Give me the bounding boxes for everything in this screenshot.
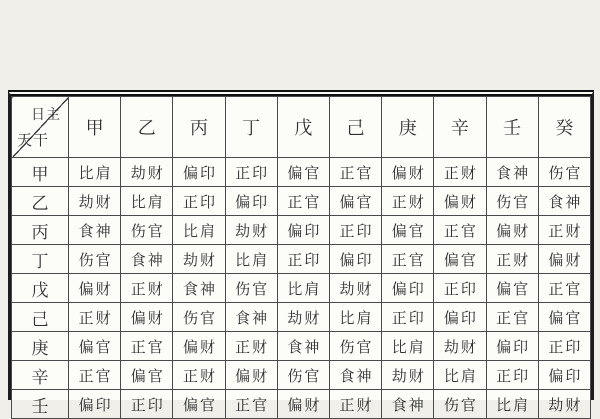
ten-god-cell: 正官 <box>329 158 381 187</box>
stem-cell: 乙 <box>12 187 69 216</box>
ten-god-cell: 偏官 <box>277 158 329 187</box>
ten-god-cell: 偏财 <box>277 390 329 419</box>
ten-god-cell: 正官 <box>277 187 329 216</box>
ten-god-cell: 比肩 <box>69 158 121 187</box>
ten-god-cell: 偏印 <box>69 390 121 419</box>
ten-god-cell: 偏财 <box>486 216 538 245</box>
stem-cell: 丙 <box>12 216 69 245</box>
ten-god-cell: 食神 <box>277 332 329 361</box>
ten-god-cell: 正财 <box>538 216 590 245</box>
ten-god-cell: 伤官 <box>538 158 590 187</box>
ten-god-cell: 劫财 <box>173 245 225 274</box>
stem-cell: 丁 <box>12 245 69 274</box>
ten-god-cell: 食神 <box>173 274 225 303</box>
ten-god-cell: 偏印 <box>225 187 277 216</box>
ten-god-cell: 偏印 <box>382 274 434 303</box>
ten-god-cell: 正官 <box>434 216 486 245</box>
ten-god-cell: 劫财 <box>121 158 173 187</box>
ten-god-cell: 劫财 <box>277 303 329 332</box>
ten-god-cell: 比肩 <box>277 274 329 303</box>
day-master-header: 壬 <box>486 97 538 158</box>
ten-god-cell: 偏官 <box>486 274 538 303</box>
ten-god-cell: 偏财 <box>538 245 590 274</box>
ten-god-cell: 正印 <box>225 158 277 187</box>
ten-god-cell: 偏印 <box>329 245 381 274</box>
ten-god-cell: 比肩 <box>173 216 225 245</box>
heavenly-stem-label: 天干 <box>17 133 50 149</box>
ten-god-cell: 偏印 <box>277 216 329 245</box>
ten-god-cell: 劫财 <box>329 274 381 303</box>
day-master-header: 己 <box>329 97 381 158</box>
ten-god-cell: 偏官 <box>382 216 434 245</box>
ten-god-cell: 正印 <box>329 216 381 245</box>
ten-god-cell: 正印 <box>538 332 590 361</box>
ten-god-cell: 正官 <box>225 390 277 419</box>
table-body <box>12 158 591 419</box>
ten-god-cell: 正官 <box>382 245 434 274</box>
ten-god-cell: 偏印 <box>434 303 486 332</box>
ten-god-cell: 正财 <box>382 187 434 216</box>
ten-god-cell: 偏财 <box>69 274 121 303</box>
ten-god-cell: 偏官 <box>434 245 486 274</box>
ten-god-cell: 劫财 <box>225 216 277 245</box>
ten-god-cell: 偏财 <box>434 187 486 216</box>
ten-god-cell: 偏官 <box>538 303 590 332</box>
ten-god-cell: 正财 <box>173 361 225 390</box>
ten-god-cell: 比肩 <box>225 245 277 274</box>
ten-god-cell: 劫财 <box>434 332 486 361</box>
ten-god-cell: 正官 <box>538 274 590 303</box>
stem-cell: 己 <box>12 303 69 332</box>
ten-god-cell: 偏印 <box>486 332 538 361</box>
day-master-header: 癸 <box>538 97 590 158</box>
table-row <box>12 187 591 216</box>
ten-god-cell: 正官 <box>486 303 538 332</box>
ten-god-cell: 比肩 <box>382 332 434 361</box>
ten-god-cell: 偏官 <box>173 390 225 419</box>
ten-god-cell: 偏印 <box>538 361 590 390</box>
ten-god-cell: 偏印 <box>173 158 225 187</box>
day-master-header: 丙 <box>173 97 225 158</box>
ten-god-cell: 食神 <box>486 158 538 187</box>
ten-god-cell: 食神 <box>225 303 277 332</box>
header-row <box>12 97 591 158</box>
ten-god-cell: 食神 <box>329 361 381 390</box>
day-master-header: 庚 <box>382 97 434 158</box>
table-row <box>12 216 591 245</box>
ten-god-cell: 偏官 <box>329 187 381 216</box>
corner-cell <box>12 97 69 158</box>
ten-god-cell: 正官 <box>69 361 121 390</box>
ten-god-cell: 伤官 <box>486 187 538 216</box>
stem-cell: 庚 <box>12 332 69 361</box>
ten-god-cell: 正财 <box>486 245 538 274</box>
ten-god-cell: 伤官 <box>173 303 225 332</box>
ten-god-cell: 伤官 <box>69 245 121 274</box>
ten-god-cell: 正印 <box>382 303 434 332</box>
table-row <box>12 274 591 303</box>
ten-god-cell: 劫财 <box>69 187 121 216</box>
stem-cell: 戊 <box>12 274 69 303</box>
ten-god-cell: 比肩 <box>434 361 486 390</box>
ten-god-cell: 比肩 <box>486 390 538 419</box>
ten-god-cell: 正印 <box>434 274 486 303</box>
ten-god-cell: 食神 <box>69 216 121 245</box>
ten-god-cell: 劫财 <box>382 361 434 390</box>
ten-god-cell: 劫财 <box>538 390 590 419</box>
ten-god-cell: 偏财 <box>121 303 173 332</box>
ten-god-cell: 正财 <box>121 274 173 303</box>
day-master-header: 甲 <box>69 97 121 158</box>
ten-god-cell: 伤官 <box>121 216 173 245</box>
ten-god-cell: 偏官 <box>69 332 121 361</box>
ten-god-cell: 正财 <box>69 303 121 332</box>
ten-god-cell: 偏官 <box>121 361 173 390</box>
stem-cell: 壬 <box>12 390 69 419</box>
ten-god-cell: 伤官 <box>329 332 381 361</box>
table-row <box>12 245 591 274</box>
ten-god-cell: 正官 <box>121 332 173 361</box>
ten-god-cell: 食神 <box>382 390 434 419</box>
ten-god-cell: 比肩 <box>121 187 173 216</box>
ten-god-cell: 正财 <box>434 158 486 187</box>
ten-god-cell: 正印 <box>486 361 538 390</box>
ten-god-cell: 正印 <box>121 390 173 419</box>
ten-gods-table-grid <box>11 96 591 419</box>
day-master-header: 乙 <box>121 97 173 158</box>
table-row <box>12 390 591 419</box>
ten-god-cell: 食神 <box>121 245 173 274</box>
table-row <box>12 332 591 361</box>
ten-god-cell: 正印 <box>277 245 329 274</box>
day-master-label: 日主 <box>31 108 61 123</box>
ten-god-cell: 伤官 <box>277 361 329 390</box>
ten-god-cell: 正财 <box>225 332 277 361</box>
stem-cell: 甲 <box>12 158 69 187</box>
ten-god-cell: 偏财 <box>225 361 277 390</box>
ten-god-cell: 正印 <box>173 187 225 216</box>
ten-god-cell: 食神 <box>538 187 590 216</box>
table-row <box>12 158 591 187</box>
ten-god-cell: 偏财 <box>382 158 434 187</box>
ten-god-cell: 正财 <box>329 390 381 419</box>
stem-cell: 辛 <box>12 361 69 390</box>
day-master-header: 戊 <box>277 97 329 158</box>
ten-god-cell: 伤官 <box>434 390 486 419</box>
ten-god-cell: 偏财 <box>173 332 225 361</box>
table-row <box>12 303 591 332</box>
ten-god-cell: 伤官 <box>225 274 277 303</box>
table-row <box>12 361 591 390</box>
ten-gods-table <box>8 90 594 416</box>
day-master-header: 辛 <box>434 97 486 158</box>
ten-god-cell: 比肩 <box>329 303 381 332</box>
day-master-header: 丁 <box>225 97 277 158</box>
